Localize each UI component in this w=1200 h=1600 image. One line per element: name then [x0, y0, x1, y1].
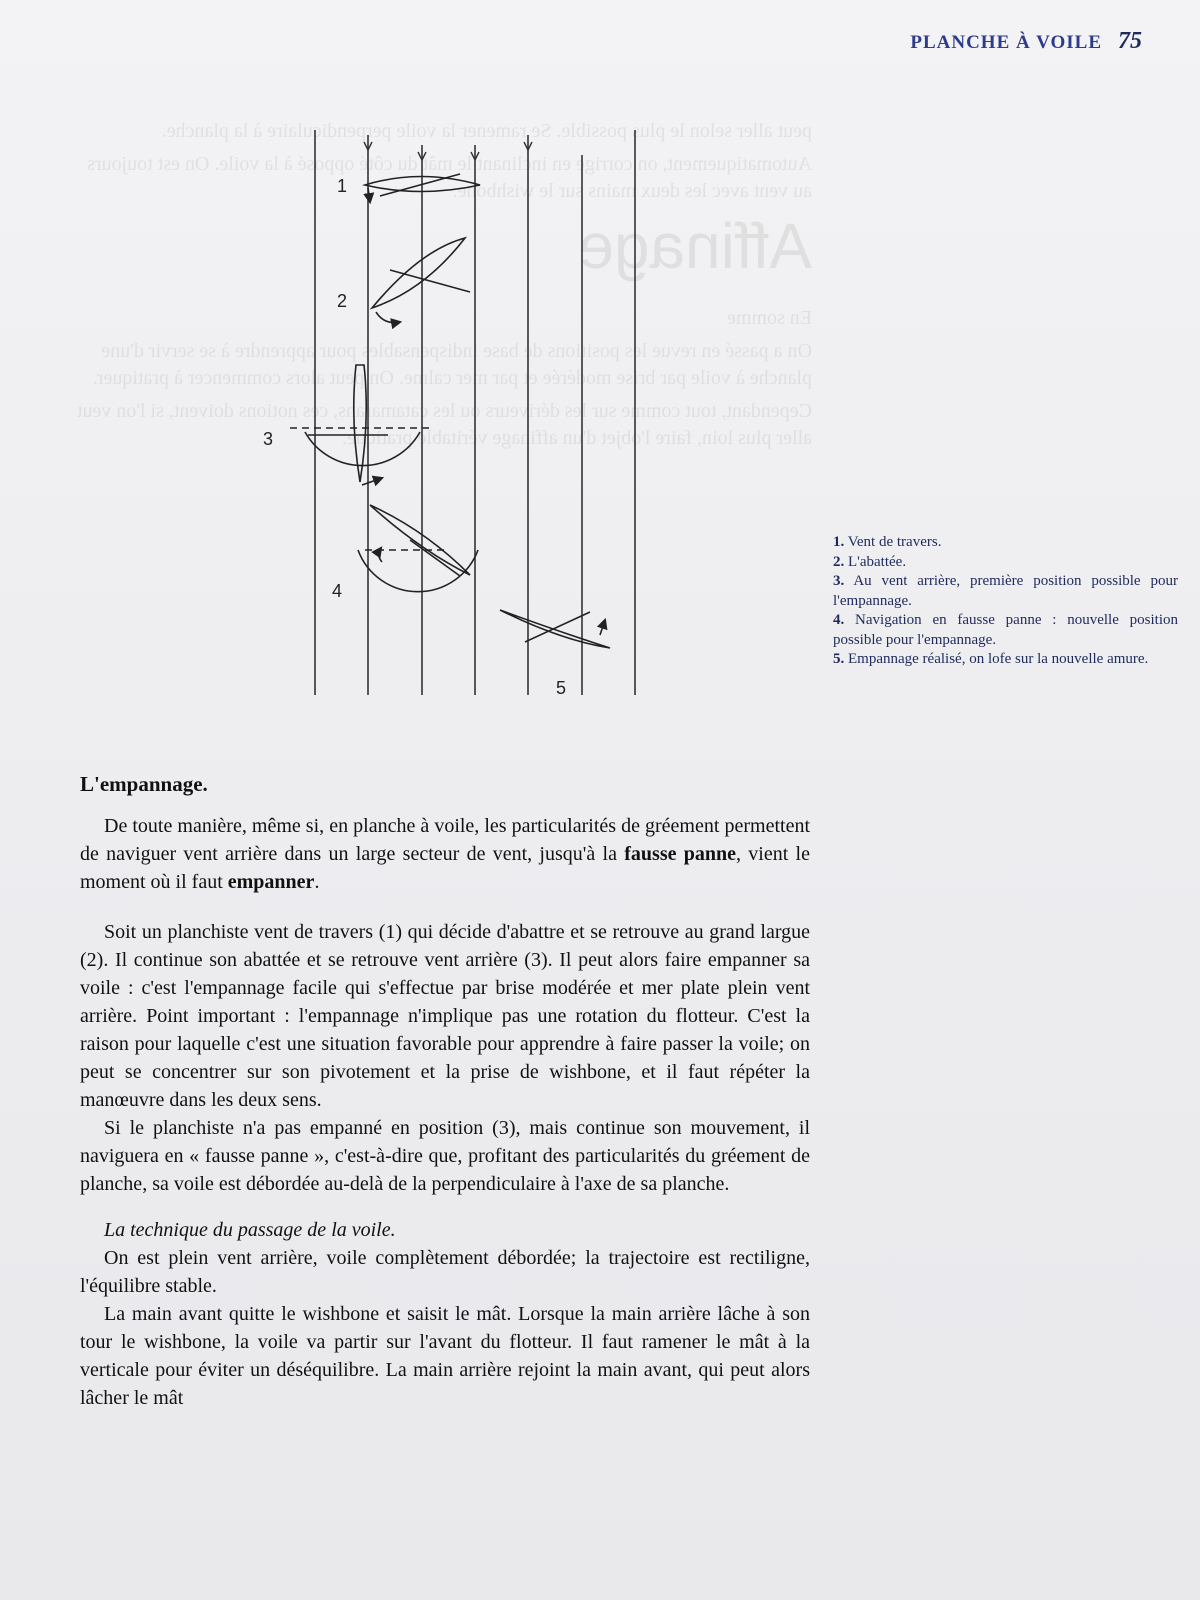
section-heading: L'empannage. [80, 772, 208, 796]
text-run: . [314, 871, 320, 893]
figure-label: 4 [332, 581, 343, 601]
board-icon [354, 365, 367, 482]
arrow-icon [362, 478, 382, 485]
arc-icon [358, 550, 478, 592]
figure-legend [833, 533, 1178, 670]
bleed-paragraph: En somme [727, 307, 812, 329]
legend-number: 4. [833, 612, 845, 628]
bleed-paragraph: peut aller selon le plus possible. Se ramener la voile perpendiculaire à la planche. [161, 120, 812, 142]
running-head [910, 28, 1142, 55]
legend-text: Navigation en fausse panne : nouvelle position possible pour l'empannage. [833, 612, 1178, 648]
legend-item [833, 650, 1178, 670]
bleed-paragraph: Automatiquement, on corrige en inclinant le mât du côté opposé à la voile. On est toujours au vent avec les deux mains sur le wishbone. [87, 153, 812, 202]
sail-icon [390, 270, 470, 292]
arrow-icon [600, 620, 605, 635]
paragraph: On est plein vent arrière, voile complètement débordée; la trajectoire est rectiligne, l'équilibre stable. [80, 1247, 810, 1297]
bold-term: empanner [227, 871, 315, 893]
wind-lines [315, 130, 635, 695]
legend-item [833, 611, 1178, 650]
board-icon [370, 505, 470, 575]
subheading: La technique du passage de la voile. [104, 1219, 396, 1241]
board-position-5 [500, 610, 610, 648]
legend-item [833, 553, 1178, 573]
paragraph-intro [80, 812, 810, 896]
figure-label: 5 [556, 678, 567, 698]
legend-item [833, 572, 1178, 611]
wind-arrows [364, 142, 532, 160]
paragraph: Si le planchiste n'a pas empanné en position (3), mais continue son mouvement, il naviguera en « fausse panne », c'est-à-dire que, profitant des particularités du gréement de planche, sa voile est débordée au-delà de la perpendiculaire à l'axe de sa planche. [80, 1117, 810, 1195]
legend-text: Vent de travers. [847, 534, 942, 550]
board-icon [372, 238, 465, 308]
board-position-2 [372, 238, 470, 323]
board-position-3 [290, 365, 430, 485]
bleed-paragraph: On a passé en revue les positions de base indispensables pour apprendre à se servir d'une planche à voile par brise modérée et par mer calme. On peut alors commencer à pratiquer. [92, 340, 812, 389]
legend-number: 3. [833, 573, 845, 589]
gybe-diagram [260, 130, 660, 710]
running-title: PLANCHE À VOILE [910, 32, 1102, 53]
paragraph: Soit un planchiste vent de travers (1) qui décide d'abattre et se retrouve au grand largue (2). Il continue son abattée et se retrouve vent arrière (3). Il peut alors faire empanner sa voile : c'est l'empannage facile qui s'effectue par brise modérée et mer plate plein vent arrière. Point important : l'empannage n'implique pas une rotation du flotteur. C'est la raison pour laquelle c'est une situation favorable pour apprendre à faire passer la voile; on peut se concentrer sur son pivotement et la prise de wishbone, et il faut répéter la manœuvre dans les deux sens. [80, 921, 810, 1111]
legend-number: 2. [833, 553, 845, 570]
bold-term: fausse panne [624, 843, 736, 865]
paragraph: La main avant quitte le wishbone et saisit le mât. Lorsque la main arrière lâche à son tour le wishbone, la voile va partir sur l'avant du flotteur. Il faut ramener le mât à la verticale pour éviter un déséquilibre. La main arrière rejoint la main avant, qui peut alors lâcher le mât [80, 1303, 810, 1409]
legend-text: L'abattée. [848, 553, 907, 570]
board-position-4 [358, 505, 478, 592]
legend-text: Empannage réalisé, on lofe sur la nouvelle amure. [848, 651, 1149, 667]
text-run: De toute manière, même si, en planche à voile, les particularités de gréement permettent de naviguer vent arrière dans un large secteur de vent, jusqu'à la [80, 815, 810, 865]
article-body [80, 770, 810, 1412]
legend-number: 1. [833, 534, 845, 550]
figure-label: 1 [337, 176, 348, 196]
text-run: , vient le moment où il faut [80, 843, 810, 893]
spacer [80, 896, 810, 918]
figure-label: 2 [337, 291, 348, 311]
page-number: 75 [1118, 28, 1142, 54]
bleed-paragraph: Cependant, tout comme sur les dériveurs ou les catamarans, ces notions doivent, si l'on veut aller plus loin, faire l'objet d'un affinage véritable pratique. [76, 400, 812, 449]
arrow-icon [376, 312, 400, 323]
figure-label: 3 [263, 429, 274, 449]
spacer [80, 1198, 810, 1216]
bleed-title: Affinage [578, 210, 812, 282]
legend-text: Au vent arrière, première position possible pour l'empannage. [833, 573, 1178, 609]
legend-number: 5. [833, 651, 845, 667]
legend-item [833, 533, 1178, 553]
